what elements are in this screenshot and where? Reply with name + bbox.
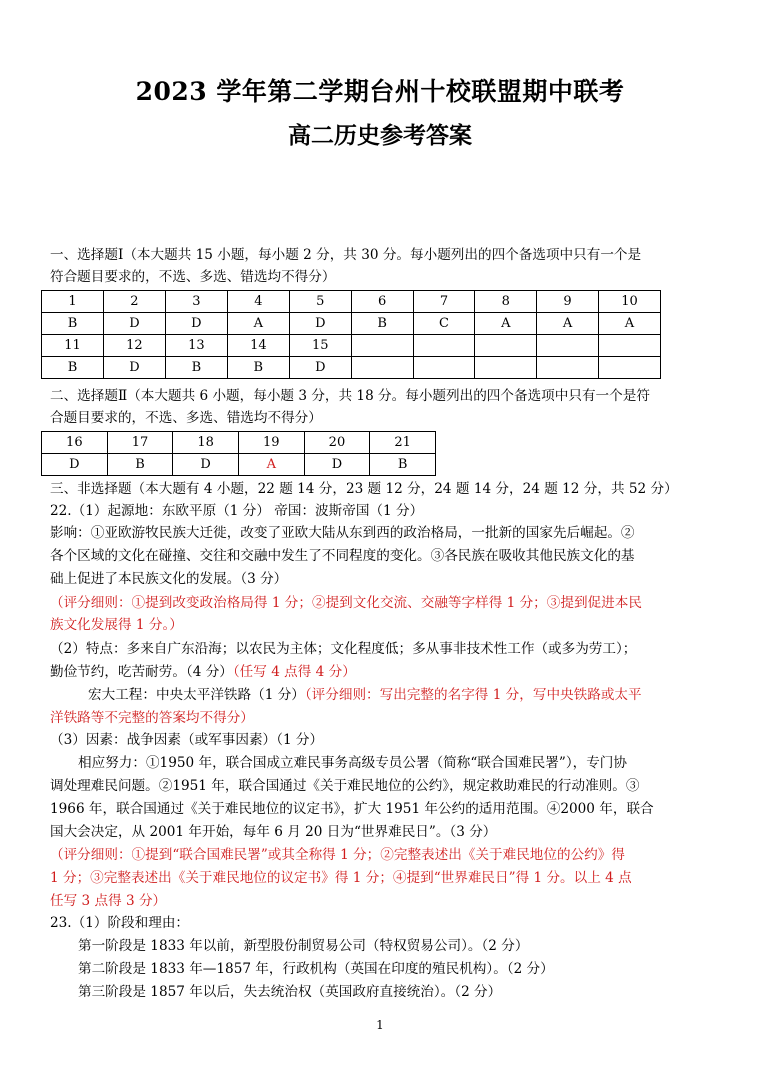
- table-cell: 2: [103, 291, 165, 313]
- table-cell: 6: [351, 291, 413, 313]
- table-cell: [475, 357, 537, 379]
- q22-part1: 22.（1）起源地：东欧平原（1 分） 帝国：波斯帝国（1 分）: [50, 503, 424, 519]
- stage-3: 第三阶段是 1857 年以后，失去统治权（英国政府直接统治）。（2 分）: [78, 984, 502, 1000]
- table-cell: D: [42, 454, 108, 476]
- project-text: 宏大工程：中央太平洋铁路（1 分）: [88, 687, 305, 703]
- table-cell: D: [304, 454, 370, 476]
- q22-part2-line2: [50, 661, 715, 683]
- table-cell: 8: [475, 291, 537, 313]
- table-cell: A: [227, 313, 289, 335]
- table-cell: 1: [42, 291, 104, 313]
- table-row: [42, 291, 661, 313]
- table-row: [42, 357, 661, 379]
- table-cell: D: [103, 313, 165, 335]
- answer-table-1: [41, 290, 661, 379]
- q22-part2-text: 勤俭节约，吃苦耐劳。（4 分）: [50, 664, 233, 680]
- table-cell: 13: [165, 335, 227, 357]
- document-title: 2023 学年第二学期台州十校联盟期中联考: [135, 77, 625, 106]
- table-cell: 3: [165, 291, 227, 313]
- table-cell: 10: [598, 291, 660, 313]
- table-cell: 19: [238, 432, 304, 454]
- project-grading: （评分细则：写出完整的名字得 1 分，写中央铁路或太平: [304, 687, 642, 703]
- table-cell: [351, 357, 413, 379]
- table-cell: A: [475, 313, 537, 335]
- table-cell: 7: [413, 291, 475, 313]
- table-row: [42, 432, 436, 454]
- table-row: [42, 454, 436, 476]
- effort-line2: 调处理难民问题。②1951 年，联合国通过《关于难民地位的公约》，规定救助难民的行动准则。③: [50, 778, 640, 794]
- table-cell: 16: [42, 432, 108, 454]
- page-number: 1: [376, 1018, 384, 1032]
- effort-line1: 相应努力：①1950 年，联合国成立难民事务高级专员公署（简称“联合国难民署”），专门协: [78, 755, 627, 771]
- section2-heading-line1: 二、选择题Ⅱ（本大题共 6 小题，每小题 3 分，共 18 分。每小题列出的四个备选项中只有一个是符: [50, 388, 650, 404]
- table-cell: B: [370, 454, 436, 476]
- table-cell: B: [227, 357, 289, 379]
- table-cell: 9: [537, 291, 599, 313]
- grading-note-3a: （评分细则：①提到“联合国难民署”或其全称得 1 分；②完整表述出《关于难民地位的公约》得: [50, 847, 625, 863]
- effort-line4: 国大会决定，从 2001 年开始，每年 6 月 20 日为“世界难民日”。（3 分）: [50, 824, 497, 840]
- table-cell: 20: [304, 432, 370, 454]
- project-grading-line2: 洋铁路等不完整的答案均不得分）: [50, 710, 254, 726]
- table-cell: 12: [103, 335, 165, 357]
- table-cell: A: [598, 313, 660, 335]
- q23-part1: 23.（1）阶段和理由：: [50, 915, 190, 931]
- project-line: [88, 684, 753, 706]
- table-cell: [598, 357, 660, 379]
- grading-note-1b: 族文化发展得 1 分。）: [50, 617, 183, 633]
- stage-1: 第一阶段是 1833 年以前，新型股份制贸易公司（特权贸易公司）。（2 分）: [78, 938, 529, 954]
- table-cell: D: [289, 313, 351, 335]
- table-cell: 5: [289, 291, 351, 313]
- table-cell-highlighted: A: [238, 454, 304, 476]
- table-cell: [351, 335, 413, 357]
- effort-line3: 1966 年，联合国通过《关于难民地位的议定书》，扩大 1951 年公约的适用范围。④2000 年，联合: [50, 801, 654, 817]
- section3-heading: 三、非选择题（本大题有 4 小题，22 题 14 分，23 题 12 分，24 题 14 分，24 题 12 分，共 52 分）: [50, 481, 678, 497]
- q22-impact-line2: 各个区域的文化在碰撞、交往和交融中发生了不同程度的变化。③各民族在吸收其他民族文化的基: [50, 548, 635, 564]
- stage-2: 第二阶段是 1833 年—1857 年，行政机构（英国在印度的殖民机构）。（2 分）: [78, 961, 554, 977]
- table-cell: [413, 335, 475, 357]
- table-cell: 17: [107, 432, 173, 454]
- table-cell: B: [42, 313, 104, 335]
- table-cell: [475, 335, 537, 357]
- q22-part2-line1: （2）特点：多来自广东沿海；以农民为主体；文化程度低；多从事非技术性工作（或多为劳工）；: [50, 641, 637, 657]
- section1-heading-line1: 一、选择题Ⅰ（本大题共 15 小题，每小题 2 分，共 30 分。每小题列出的四个备选项中只有一个是: [50, 247, 642, 263]
- table-cell: D: [289, 357, 351, 379]
- table-cell: B: [42, 357, 104, 379]
- table-cell: [413, 357, 475, 379]
- document-subtitle: 高二历史参考答案: [288, 122, 472, 149]
- section1-heading-line2: 符合题目要求的，不选、多选、错选均不得分）: [50, 269, 336, 285]
- q22-part3: （3）因素：战争因素（或军事因素）（1 分）: [50, 732, 324, 748]
- table-cell: [537, 335, 599, 357]
- q22-impact-line3: 础上促进了本民族文化的发展。（3 分）: [50, 571, 288, 587]
- table-cell: A: [537, 313, 599, 335]
- table-cell: B: [165, 357, 227, 379]
- table-cell: D: [165, 313, 227, 335]
- table-cell: C: [413, 313, 475, 335]
- table-cell: 4: [227, 291, 289, 313]
- answer-table-2: [41, 431, 436, 476]
- table-cell: D: [173, 454, 239, 476]
- table-row: [42, 335, 661, 357]
- table-cell: [537, 357, 599, 379]
- grading-note-3c: 任写 3 点得 3 分）: [50, 893, 167, 909]
- table-cell: 18: [173, 432, 239, 454]
- grading-note-1a: （评分细则：①提到改变政治格局得 1 分；②提到文化交流、交融等字样得 1 分；③提到促进本民: [50, 595, 642, 611]
- grading-note-3b: 1 分；③完整表述出《关于难民地位的议定书》得 1 分；④提到“世界难民日”得 1 分。以上 4 点: [50, 870, 632, 886]
- table-cell: [598, 335, 660, 357]
- table-row: [42, 313, 661, 335]
- table-cell: 21: [370, 432, 436, 454]
- table-cell: B: [107, 454, 173, 476]
- table-cell: 15: [289, 335, 351, 357]
- q22-impact-line1: 影响：①亚欧游牧民族大迁徙，改变了亚欧大陆从东到西的政治格局，一批新的国家先后崛起。②: [50, 525, 635, 541]
- q22-part2-grading: （任写 4 点得 4 分）: [232, 664, 356, 680]
- table-cell: D: [103, 357, 165, 379]
- table-cell: 11: [42, 335, 104, 357]
- section2-heading-line2: 合题目要求的，不选、多选、错选均不得分）: [50, 410, 322, 426]
- table-cell: B: [351, 313, 413, 335]
- table-cell: 14: [227, 335, 289, 357]
